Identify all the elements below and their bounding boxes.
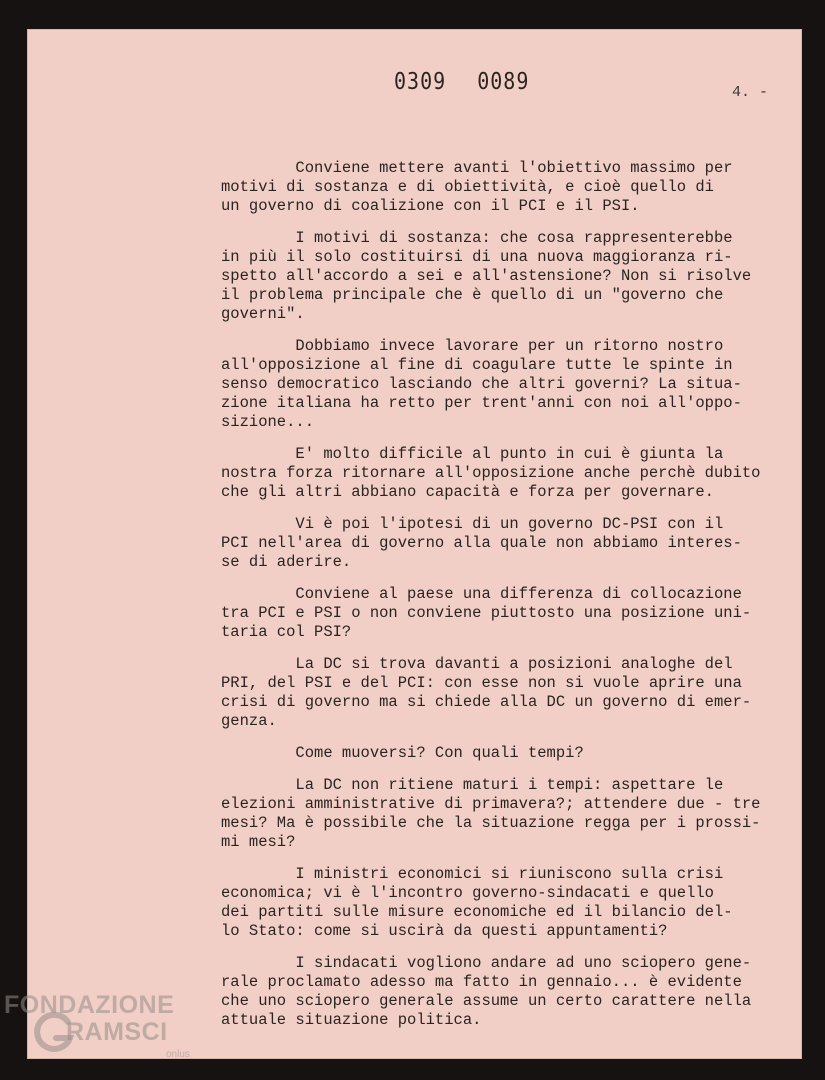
page-number: 4. - xyxy=(732,84,769,101)
text-line: rale proclamato adesso ma fatto in gennaio... è evidente xyxy=(221,973,742,991)
paragraph xyxy=(221,229,791,324)
text-line: crisi di governo ma si chiede alla DC un governo di emer- xyxy=(221,693,752,711)
text-line: economica; vi è l'incontro governo-sindacati e quello xyxy=(221,884,714,902)
text-line: attuale situazione politica. xyxy=(221,1011,482,1029)
paragraph xyxy=(221,865,791,941)
document-page xyxy=(27,29,802,1059)
paragraph xyxy=(221,445,791,502)
text-line: mi mesi? xyxy=(221,833,296,851)
text-line: La DC si trova davanti a posizioni analoghe del xyxy=(221,655,733,673)
text-line: se di aderire. xyxy=(221,553,352,571)
text-line: spetto all'accordo a sei e all'astensione? Non si risolve xyxy=(221,267,752,285)
text-line: mesi? Ma è possibile che la situazione regga per i prossi- xyxy=(221,814,761,832)
text-line: in più il solo costituirsi di una nuova maggioranza ri- xyxy=(221,248,733,266)
text-line: zione italiana ha retto per trent'anni con noi all'oppo- xyxy=(221,394,742,412)
text-line: La DC non ritiene maturi i tempi: aspettare le xyxy=(221,776,724,794)
paragraph xyxy=(221,337,791,432)
text-line: Conviene mettere avanti l'obiettivo massimo per xyxy=(221,159,733,177)
text-line: sizione... xyxy=(221,413,315,431)
text-line: dei partiti sulle misure economiche ed il bilancio del- xyxy=(221,903,733,921)
paragraph xyxy=(221,776,791,852)
text-line: elezioni amministrative di primavera?; attendere due - tre xyxy=(221,795,761,813)
text-line: PRI, del PSI e del PCI: con esse non si vuole aprire una xyxy=(221,674,742,692)
text-line: tra PCI e PSI o non conviene piuttosto una posizione uni- xyxy=(221,604,752,622)
watermark-line1: FONDAZIONE xyxy=(4,991,175,1019)
paragraph xyxy=(221,159,791,216)
text-line: motivi di sostanza e di obiettività, e cioè quello di xyxy=(221,178,714,196)
watermark-line2: RAMSCI xyxy=(66,1018,168,1046)
paragraph xyxy=(221,744,791,763)
text-line: taria col PSI? xyxy=(221,623,352,641)
text-line: Conviene al paese una differenza di collocazione xyxy=(221,585,742,603)
fondazione-gramsci-watermark xyxy=(0,988,210,1080)
paragraph xyxy=(221,655,791,731)
text-line: Vi è poi l'ipotesi di un governo DC-PSI con il xyxy=(221,515,724,533)
text-line: il problema principale che è quello di un "governo che xyxy=(221,286,724,304)
text-line: un governo di coalizione con il PCI e il PSI. xyxy=(221,197,640,215)
text-line: all'opposizione al fine di coagulare tutte le spinte in xyxy=(221,356,733,374)
text-line: I motivi di sostanza: che cosa rappresenterebbe xyxy=(221,229,733,247)
paragraph xyxy=(221,515,791,572)
archive-stamp: 0309 0089 xyxy=(394,67,530,95)
text-line: governi". xyxy=(221,305,305,323)
text-line: che gli altri abbiano capacità e forza per governare. xyxy=(221,483,714,501)
text-line: senso democratico lasciando che altri governi? La situa- xyxy=(221,375,742,393)
text-line: Come muoversi? Con quali tempi? xyxy=(221,744,584,762)
text-line: lo Stato: come si uscirà da questi appuntamenti? xyxy=(221,922,668,940)
text-line: Dobbiamo invece lavorare per un ritorno nostro xyxy=(221,337,724,355)
text-line: nostra forza ritornare all'opposizione anche perchè dubito xyxy=(221,464,761,482)
watermark-onlus: onlus xyxy=(166,1049,190,1060)
text-line: genza. xyxy=(221,712,277,730)
body-text xyxy=(221,159,791,1043)
text-line: PCI nell'area di governo alla quale non abbiamo interes- xyxy=(221,534,742,552)
text-line: I ministri economici si riuniscono sulla crisi xyxy=(221,865,724,883)
text-line: E' molto difficile al punto in cui è giunta la xyxy=(221,445,724,463)
text-line: che uno sciopero generale assume un certo carattere nella xyxy=(221,992,752,1010)
paragraph xyxy=(221,954,791,1030)
text-line: I sindacati vogliono andare ad uno sciopero gene- xyxy=(221,954,752,972)
paragraph xyxy=(221,585,791,642)
